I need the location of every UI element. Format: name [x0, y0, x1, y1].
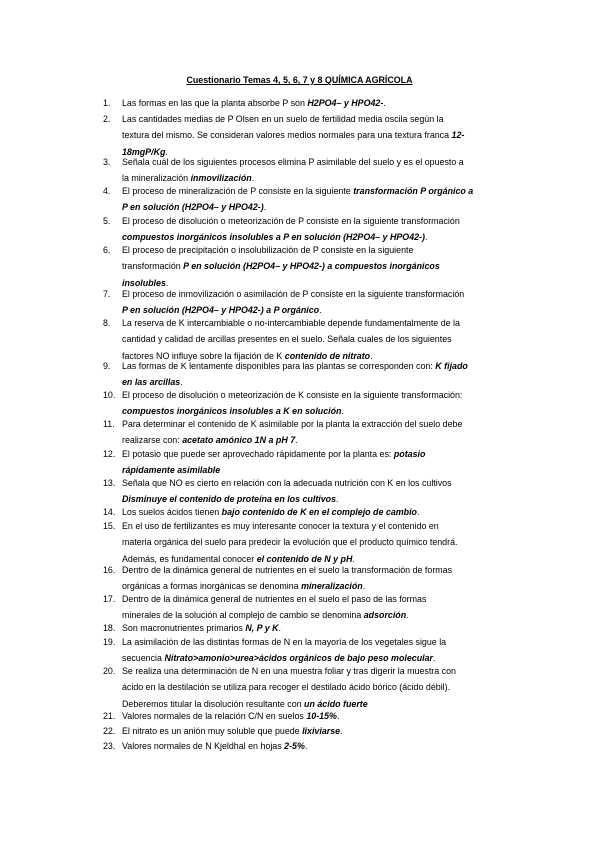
answer-text: K fijado: [435, 361, 468, 371]
question-item: [103, 286, 523, 319]
question-text: El proceso de disolución o meteorización de P consiste en la siguiente transformación: [122, 216, 460, 226]
answer-text: inmovilización: [190, 173, 252, 184]
question-line: [122, 591, 523, 607]
question-text: cantidad y calidad de arcillas presentes en el suelo. Señala cuales de los siguientes: [122, 334, 452, 345]
question-number: 7.: [103, 289, 111, 299]
question-text: .: [336, 494, 339, 505]
question-number: 14.: [103, 507, 116, 517]
question-item: [103, 663, 523, 712]
question-text: textura del mismo. Se consideran valores medios normales para una textura franca: [122, 130, 452, 141]
question-text: Valores normales de N Kjeldhal en hojas: [122, 741, 285, 751]
answer-text: compuestos inorgánicos insolubles a K en solución: [122, 406, 342, 417]
question-line: [122, 95, 523, 111]
answer-text: contenido de nitrato: [284, 350, 371, 361]
question-text: .: [362, 581, 366, 592]
answer-text: acetato amónico 1N a pH 7: [182, 435, 296, 446]
question-text: .: [165, 146, 168, 157]
question-item: [103, 242, 523, 291]
question-text: .: [165, 277, 169, 288]
question-text: realizarse con:: [122, 435, 183, 446]
question-item: [103, 446, 523, 479]
question-item: [103, 387, 523, 420]
answer-text: Nitrato>amonio>urea>ácidos orgánicos de bajo peso molecular: [164, 653, 433, 664]
question-text: Valores normales de la relación C/N en suelos: [122, 711, 307, 721]
question-line: [122, 446, 523, 462]
question-text: .: [416, 507, 420, 517]
question-item: [103, 183, 523, 216]
question-item: [103, 95, 523, 111]
question-text: .: [383, 98, 386, 108]
question-item: [103, 634, 523, 667]
answer-text: 18mgP/Kg: [122, 146, 166, 157]
question-line: [122, 183, 523, 199]
question-line: [122, 154, 523, 170]
question-item: [103, 518, 523, 567]
question-text: Dentro de la dinámica general de nutrientes en el suelo el paso de las formas: [122, 594, 427, 604]
question-item: [103, 708, 523, 724]
question-text: Deberemos titular la disolución resultante con: [122, 698, 305, 709]
question-number: 17.: [103, 594, 116, 604]
question-number: 3.: [103, 157, 111, 167]
question-text: minerales de la solución al complejo de cambio se denomina: [122, 610, 364, 621]
question-item: [103, 723, 523, 739]
question-line: [122, 634, 523, 650]
question-line: [122, 475, 523, 491]
answer-text: lixiviarse: [302, 726, 341, 736]
question-line: [122, 358, 523, 374]
question-line: [122, 723, 523, 739]
question-text: .: [295, 435, 298, 446]
question-text: .: [304, 741, 308, 751]
question-text: Las formas en las que la planta absorbe P son: [122, 98, 308, 108]
answer-text: P en solución (H2PO4– y HPO42-) a P orgánico: [122, 305, 320, 316]
question-line: [122, 534, 523, 550]
question-item: [103, 738, 523, 754]
question-number: 6.: [103, 245, 111, 255]
question-text: .: [319, 305, 322, 316]
answer-text: rápidamente asimilable: [122, 465, 221, 476]
answer-text: N, P y K: [245, 623, 279, 633]
question-text: Para determinar el contenido de K asimilable por la planta la extracción del suelo debe: [122, 419, 463, 429]
answer-text: mineralización: [301, 581, 363, 592]
question-line: [122, 679, 523, 695]
question-line: [122, 387, 523, 403]
question-item: [103, 111, 523, 160]
answer-text: Disminuye el contenido de proteína en los cultivos: [122, 494, 337, 505]
question-text: secuencia: [122, 653, 165, 664]
answer-text: H2PO4– y HPO42-: [307, 98, 384, 108]
question-text: Son macronutrientes primarios: [122, 623, 246, 633]
question-line: [122, 331, 523, 347]
document-title: Cuestionario Temas 4, 5, 6, 7 y 8 QUÍMICA AGRÍCOLA: [186, 75, 413, 85]
question-text: El proceso de inmovilización o asimilación de P consiste en la siguiente transformación: [122, 289, 465, 299]
answer-text: transformación P orgánico a: [353, 186, 474, 196]
question-item: [103, 315, 523, 364]
question-item: [103, 154, 523, 187]
question-text: La asimilación de las distintas formas de N en la mayoría de los vegetales sigue la: [122, 637, 447, 647]
question-line: [122, 213, 523, 229]
question-text: orgánicas a formas inorgánicas se denomina: [122, 581, 302, 592]
question-item: [103, 591, 523, 624]
question-number: 10.: [103, 390, 116, 400]
question-item: [103, 562, 523, 595]
question-number: 18.: [103, 623, 116, 633]
question-text: materia orgánica del suelo para predecir la evolución que el producto químico tendrá.: [122, 537, 458, 548]
question-text: .: [406, 610, 409, 621]
question-item: [103, 213, 523, 246]
question-text: Señala cuál de los siguientes procesos elimina P asimilable del suelo y es el opuesto a: [122, 157, 464, 167]
question-number: 12.: [103, 449, 116, 459]
question-number: 1.: [103, 98, 111, 108]
question-line: [122, 562, 523, 578]
question-text: .: [340, 726, 343, 736]
answer-text: 10-15%: [306, 711, 337, 721]
question-number: 16.: [103, 565, 116, 575]
question-text: Dentro de la dinámica general de nutrientes en el suelo la transformación de formas: [122, 565, 453, 575]
question-number: 11.: [103, 419, 115, 429]
question-line: [122, 286, 523, 302]
question-line: [122, 708, 523, 724]
question-text: El nitrato es un anión muy soluble que puede: [122, 726, 303, 736]
question-text: .: [352, 553, 355, 564]
question-line: [122, 315, 523, 331]
question-text: El proceso de mineralización de P consiste en la siguiente: [122, 186, 354, 196]
question-item: [103, 416, 523, 449]
question-text: Además, es fundamental conocer: [122, 553, 257, 564]
question-text: factores NO influye sobre la fijación de K: [122, 350, 285, 361]
answer-text: el contenido de N y pH: [256, 553, 353, 564]
answer-text: bajo contenido de K en el complejo de cambio: [221, 507, 417, 517]
question-line: [122, 242, 523, 258]
answer-text: un ácido fuerte: [304, 698, 368, 709]
answer-text: en las arcillas: [122, 377, 181, 388]
question-number: 20.: [103, 666, 116, 676]
question-item: [103, 475, 523, 508]
question-text: la mineralización: [122, 173, 191, 184]
question-text: .: [278, 623, 282, 633]
answer-text: P en solución (H2PO4– y HPO42-): [122, 202, 264, 213]
answer-text: P en solución (H2PO4– y HPO42-) a compuestos inorgánicos: [183, 261, 440, 272]
question-text: .: [432, 653, 436, 664]
answer-text: compuestos inorgánicos insolubles a P en solución (H2PO4– y HPO42-): [122, 232, 425, 243]
question-number: 2.: [103, 114, 111, 124]
question-text: Las cantidades medias de P Olsen en un suelo de fertilidad media oscila según la: [122, 114, 444, 124]
question-number: 21.: [103, 711, 116, 721]
question-text: .: [336, 711, 340, 721]
answer-text: potasio: [393, 449, 426, 459]
question-line: [122, 518, 523, 534]
question-number: 19.: [103, 637, 116, 647]
question-text: .: [180, 377, 183, 388]
question-text: La reserva de K intercambiable o no-intercambiable depende fundamentalmente de la: [122, 318, 460, 328]
question-text: .: [370, 350, 373, 361]
question-number: 4.: [103, 186, 111, 196]
question-line: [122, 738, 523, 754]
question-text: El proceso de disolución o meteorización de K consiste en la siguiente transformación:: [122, 390, 463, 400]
question-text: .: [263, 202, 267, 213]
question-text: Los suelos ácidos tienen: [122, 507, 222, 517]
question-line: [122, 127, 523, 143]
question-text: .: [251, 173, 255, 184]
question-text: ácido en la destilación se utiliza para recoger el destilado ácido bórico (ácido débil).: [122, 682, 451, 693]
answer-text: insolubles: [122, 277, 166, 288]
question-line: [122, 258, 523, 274]
question-item: [103, 358, 523, 391]
question-text: El potasio que puede ser aprovechado rápidamente por la planta es:: [122, 449, 394, 459]
question-line: [122, 111, 523, 127]
question-text: Las formas de K lentamente disponibles para las plantas se corresponden con:: [122, 361, 436, 371]
question-number: 13.: [103, 478, 116, 488]
question-text: transformación: [122, 261, 184, 272]
question-text: Se realiza una determinación de N en una muestra foliar y tras digerir la muestra con: [122, 666, 456, 676]
question-number: 23.: [103, 741, 116, 751]
question-text: .: [424, 232, 428, 243]
question-text: En el uso de fertilizantes es muy interesante conocer la textura y el contenido en: [122, 521, 439, 531]
answer-text: adsorción: [363, 610, 407, 621]
answer-text: 2-5%: [284, 741, 305, 751]
question-text: El proceso de precipitación o insolubilización de P consiste en la siguiente: [122, 245, 414, 255]
question-text: .: [341, 406, 344, 417]
question-line: [122, 663, 523, 679]
question-text: Señala que NO es cierto en relación con la adecuada nutrición con K en los cultivos: [122, 478, 452, 488]
question-number: 15.: [103, 521, 116, 531]
question-number: 9.: [103, 361, 111, 371]
question-number: 5.: [103, 216, 111, 226]
answer-text: 12-: [451, 130, 465, 141]
question-number: 22.: [103, 726, 116, 736]
question-number: 8.: [103, 318, 111, 328]
question-line: [122, 416, 523, 432]
